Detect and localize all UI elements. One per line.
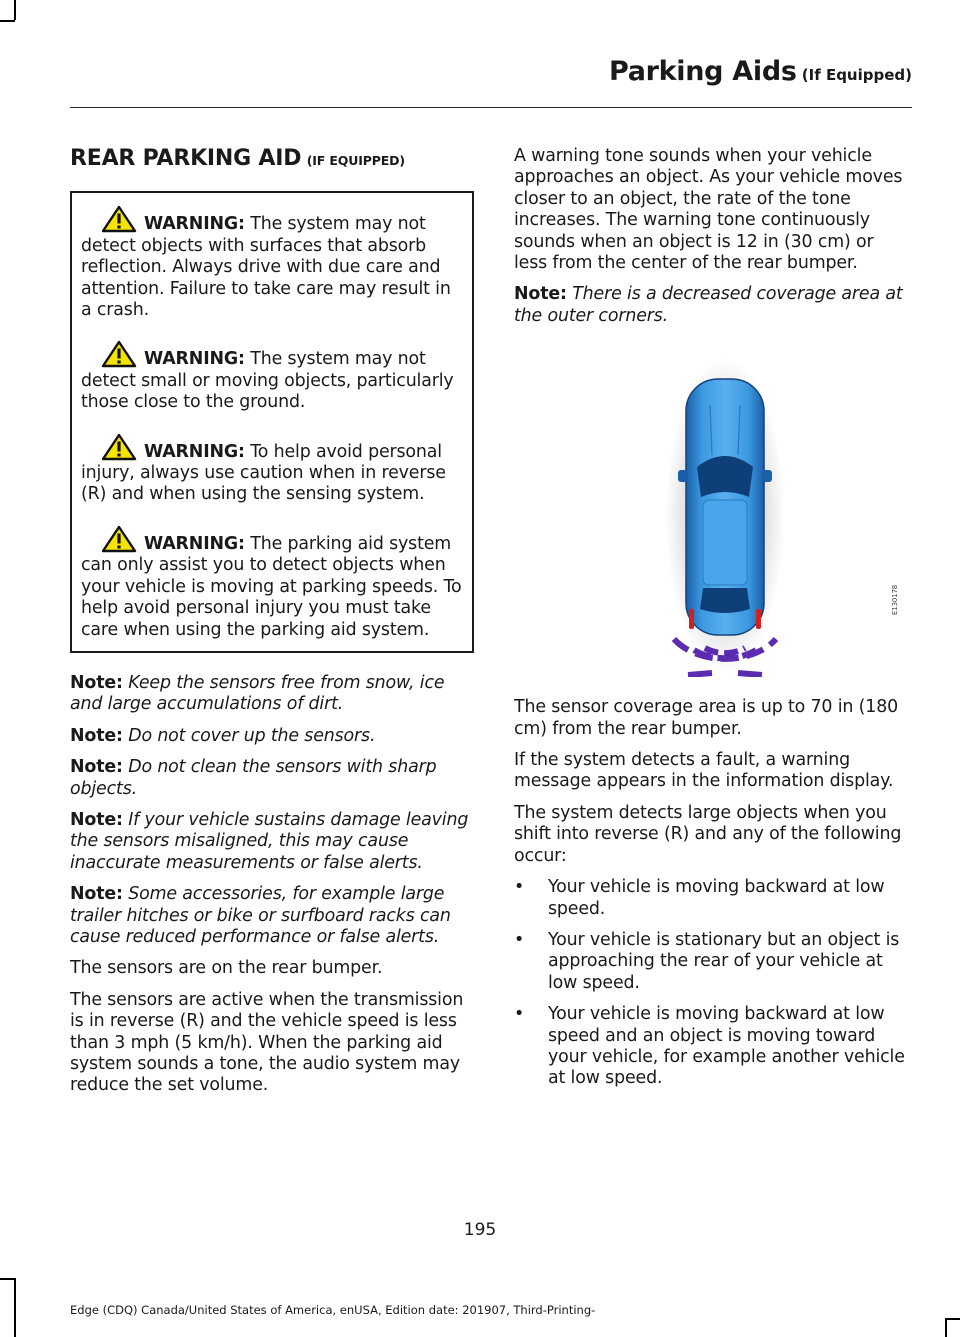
bullet: •	[514, 1004, 525, 1025]
warning-item	[81, 525, 464, 641]
note-text: Some accessories, for example large trailer hitches or bike or surfboard racks can cause reduced performance or false alerts.	[70, 884, 451, 947]
chapter-title: Parking Aids	[608, 56, 797, 87]
left-column	[70, 146, 474, 1107]
body-paragraph: The sensors are active when the transmission is in reverse (R) and the vehicle speed is less than 3 mph (5 km/h). When the parking aid system sounds a tone, the audio system may reduce the set volume.	[70, 989, 464, 1096]
side-mirror-left	[678, 470, 688, 482]
warning-label: WARNING:	[144, 349, 245, 370]
list-item-text: Your vehicle is moving backward at low speed.	[548, 877, 885, 919]
body-paragraph: The sensors are on the rear bumper.	[70, 958, 383, 979]
list-item	[514, 877, 909, 920]
note-label: Note:	[70, 757, 123, 778]
list-item-text: Your vehicle is stationary but an object is approaching the rear of your vehicle at low speed.	[548, 929, 900, 993]
crop-mark	[14, 0, 16, 20]
note	[70, 726, 474, 747]
crop-mark	[0, 1278, 15, 1280]
body-paragraph: If the system detects a fault, a warning message appears in the information display.	[514, 750, 894, 792]
car-top-view-illustration	[514, 347, 909, 677]
warning-text: The system may not detect objects with surfaces that absorb reflection. Always drive with due care and attention. Failure to take care may result in a crash.	[81, 214, 451, 321]
list-item	[514, 1004, 909, 1090]
side-mirror-right	[762, 470, 772, 482]
tail-light-left	[689, 609, 694, 629]
crop-mark	[945, 1318, 947, 1337]
page-footer: Edge (CDQ) Canada/United States of America, enUSA, Edition date: 201907, Third-Printing-	[70, 1303, 596, 1317]
conditions-list	[514, 877, 909, 1090]
warning-label: WARNING:	[144, 441, 245, 462]
warning-triangle-icon	[101, 205, 137, 233]
note	[70, 673, 474, 716]
note	[70, 810, 474, 874]
chapter-subtitle: (If Equipped)	[801, 66, 912, 84]
list-item-text: Your vehicle is moving backward at low speed and an object is moving toward your vehicle, for example another vehicle at low speed.	[548, 1004, 905, 1089]
warning-triangle-icon	[101, 340, 137, 368]
section-heading	[70, 148, 474, 171]
section-subtitle: (IF EQUIPPED)	[306, 153, 405, 168]
note-text: Keep the sensors free from snow, ice and large accumulations of dirt.	[70, 672, 445, 715]
note-text: Do not clean the sensors with sharp objects.	[70, 757, 437, 799]
warning-item	[81, 433, 464, 506]
warning-box	[70, 191, 474, 653]
note	[514, 284, 909, 327]
tail-light-right	[756, 609, 761, 629]
warning-text: To help avoid personal injury, always use caution when in reverse (R) and when using the sensing system.	[81, 441, 446, 505]
parking-sensor-figure	[514, 347, 909, 677]
list-item	[514, 930, 909, 994]
note	[70, 757, 474, 800]
windshield	[697, 456, 753, 497]
body-paragraph: A warning tone sounds when your vehicle approaches an object. As your vehicle moves closer to an object, the rate of the tone increases. The warning tone continuously sounds when an object is 12 in (30 cm) or less from the center of the rear bumper.	[514, 146, 903, 274]
note-text: If your vehicle sustains damage leaving the sensors misaligned, this may cause inaccurate measurements or false alerts.	[70, 809, 469, 873]
rear-window	[700, 588, 750, 613]
bullet: •	[514, 929, 525, 950]
body-paragraph: The system detects large objects when you shift into reverse (R) and any of the following occur:	[514, 802, 902, 866]
page-header	[70, 52, 912, 108]
warning-triangle-icon	[101, 433, 137, 461]
section-title: REAR PARKING AID	[70, 146, 302, 171]
header-title	[609, 56, 912, 87]
bullet: •	[514, 877, 525, 898]
warning-label: WARNING:	[144, 533, 245, 554]
right-column	[514, 146, 909, 1100]
sensor-arc	[688, 673, 712, 675]
crop-mark	[0, 20, 15, 22]
body-paragraph: The sensor coverage area is up to 70 in (180 cm) from the rear bumper.	[514, 697, 899, 739]
note-label: Note:	[70, 725, 123, 746]
warning-text: The system may not detect small or moving objects, particularly those close to the ground.	[81, 349, 454, 413]
crop-mark	[945, 1318, 960, 1320]
note-text: There is a decreased coverage area at the outer corners.	[514, 284, 903, 326]
note	[70, 884, 474, 948]
warning-triangle-icon	[101, 525, 137, 553]
crop-mark	[14, 1278, 16, 1337]
sensor-arc	[738, 673, 762, 675]
page-number: 195	[463, 1220, 497, 1240]
note-text: Do not cover up the sensors.	[122, 725, 376, 746]
warning-text: The parking aid system can only assist you to detect objects when your vehicle is moving at parking speeds. To help avoid personal injury you must take care when using the parking aid system.	[81, 533, 462, 640]
note-label: Note:	[70, 884, 123, 905]
warning-label: WARNING:	[144, 214, 245, 235]
warning-item	[81, 205, 464, 321]
note-label: Note:	[514, 284, 567, 305]
warning-item	[81, 340, 464, 413]
figure-code: E130178	[891, 585, 899, 616]
note-label: Note:	[70, 809, 123, 830]
roof	[703, 500, 747, 585]
note-label: Note:	[70, 672, 123, 693]
